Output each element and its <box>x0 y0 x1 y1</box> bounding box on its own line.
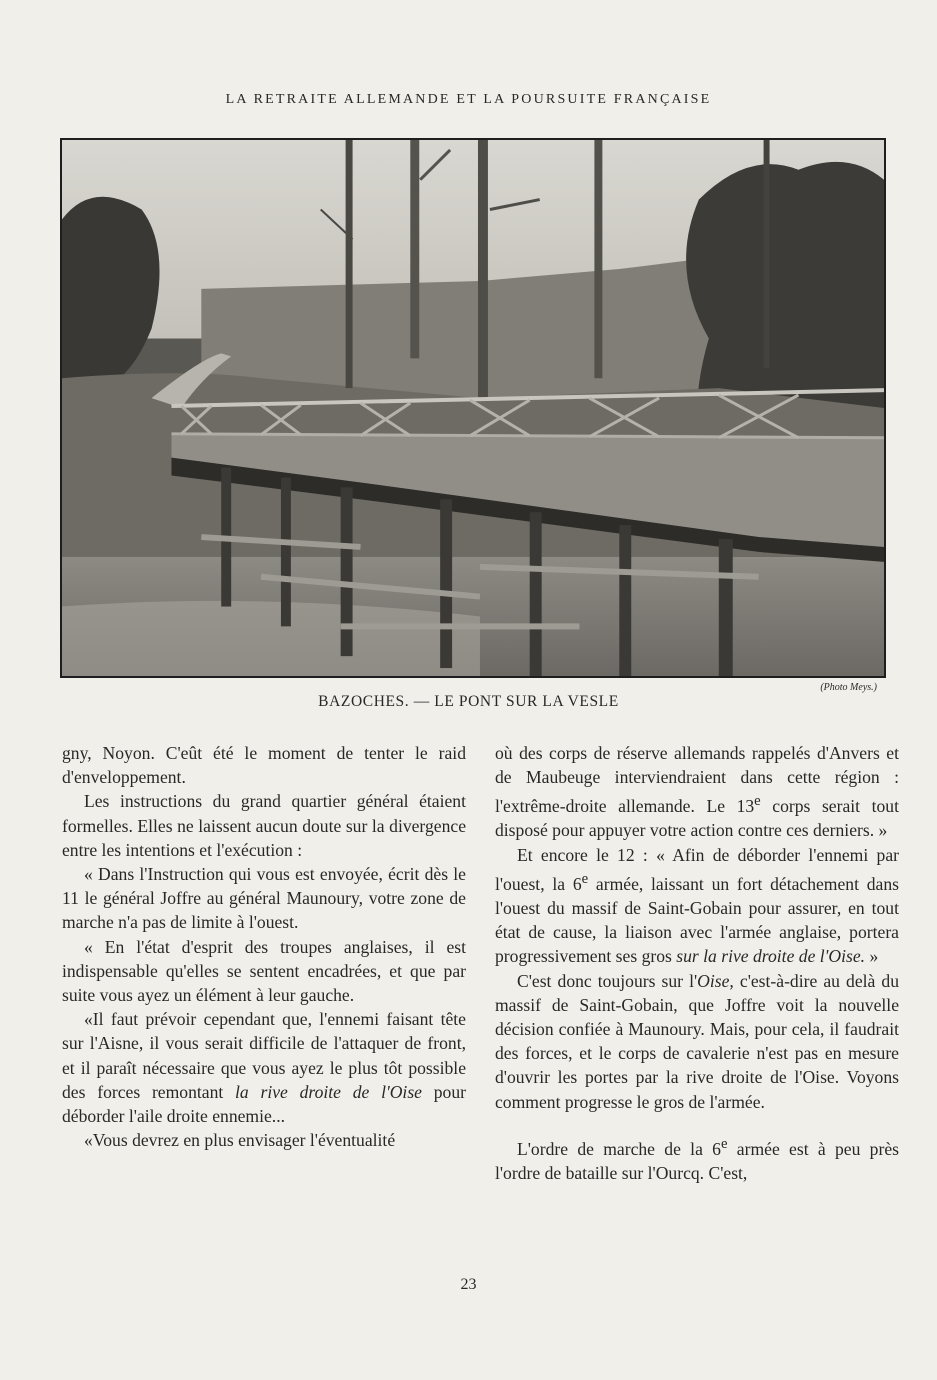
right-p2-superscript: e <box>581 870 589 887</box>
left-column <box>62 741 466 1152</box>
right-p1-text-b: corps serait tout disposé pour appuyer votre action contre ces derniers. » <box>495 796 899 841</box>
right-p4-superscript: e <box>720 1135 728 1152</box>
right-p1-text-a: où des corps de réserve allemands rappelés d'Anvers et de Maubeuge interviendraient dans cette région : l'extrême-droite allemande. Le 13 <box>495 743 899 817</box>
right-p2-italic: sur la rive droite de l'Oise. <box>676 946 866 967</box>
left-paragraph-3: « Dans l'Instruction qui vous est envoyée, écrit dès le 11 le général Joffre au général Maunoury, votre zone de marche n'a pas de limite à l'ouest. <box>62 864 466 933</box>
right-paragraph-4 <box>495 1132 899 1185</box>
left-paragraph-1: gny, Noyon. C'eût été le moment de tenter le raid d'enveloppement. <box>62 743 466 788</box>
bridge-photo-drawing <box>62 140 884 676</box>
left-paragraph-4: « En l'état d'esprit des troupes anglaises, il est indispensable qu'elles se sentent encadrées, et que par suite vous ayez un élément à leur gauche. <box>62 936 466 1006</box>
left-p5-italic: la rive droite de l'Oise <box>235 1081 422 1102</box>
right-paragraph-1 <box>495 741 899 843</box>
right-p2-text-a: Et encore le 12 : « Afin de déborder l'ennemi par l'ouest, la 6 <box>495 844 899 894</box>
page-number: 23 <box>460 1276 477 1293</box>
photo-credit: (Photo Meys.) <box>820 682 877 693</box>
right-p1-superscript: e <box>754 793 761 810</box>
running-title: LA RETRAITE ALLEMANDE ET LA POURSUITE FRANÇAISE <box>225 92 712 107</box>
left-p5-text-b: pour déborder l'aile droite ennemie... <box>62 1081 466 1127</box>
right-p4-text-b: armée est à peu près l'ordre de bataille sur l'Ourcq. C'est, <box>495 1138 899 1183</box>
right-p2-text-c: » <box>865 946 879 967</box>
right-column <box>495 741 899 1185</box>
bridge-photograph <box>60 138 886 678</box>
figure-caption: BAZOCHES. — LE PONT SUR LA VESLE <box>318 693 619 710</box>
right-p2-text-b: armée, laissant un fort détachement dans l'ouest du massif de Saint-Gobain pour assurer, en tout état de cause, la liaison avec l'armée anglaise, portera progressivement ses gros <box>495 873 899 967</box>
left-paragraph-5 <box>62 1007 466 1128</box>
right-p3-text-a: C'est donc toujours sur l' <box>517 970 698 991</box>
right-p4-text-a: L'ordre de marche de la 6 <box>517 1138 721 1159</box>
right-paragraph-2 <box>495 843 899 969</box>
right-paragraph-3 <box>495 969 899 1114</box>
left-paragraph-6: «Vous devrez en plus envisager l'éventualité <box>84 1130 396 1151</box>
left-paragraph-2: Les instructions du grand quartier général étaient formelles. Elles ne laissent aucun doute sur la divergence entre les intentions et l'exécution : <box>62 791 466 860</box>
right-p3-text-b: c'est-à-dire au delà du massif de Saint-Gobain, que Joffre voit la nouvelle décision confiée à Maunoury. Mais, pour cela, il faudrait des forces, et le corps de cavalerie n'est pas en mesure d'ouvrir les portes par la rive droite de l'Oise. Voyons comment progresse le gros de l'armée. <box>495 970 899 1112</box>
left-p5-text-a: «Il faut prévoir cependant que, l'ennemi faisant tête sur l'Aisne, il vous serait difficile de l'attaquer de front, et il paraît nécessaire que vous ayez le plus tôt possible des forces remontant <box>62 1009 466 1102</box>
right-p3-italic: Oise, <box>697 970 734 991</box>
